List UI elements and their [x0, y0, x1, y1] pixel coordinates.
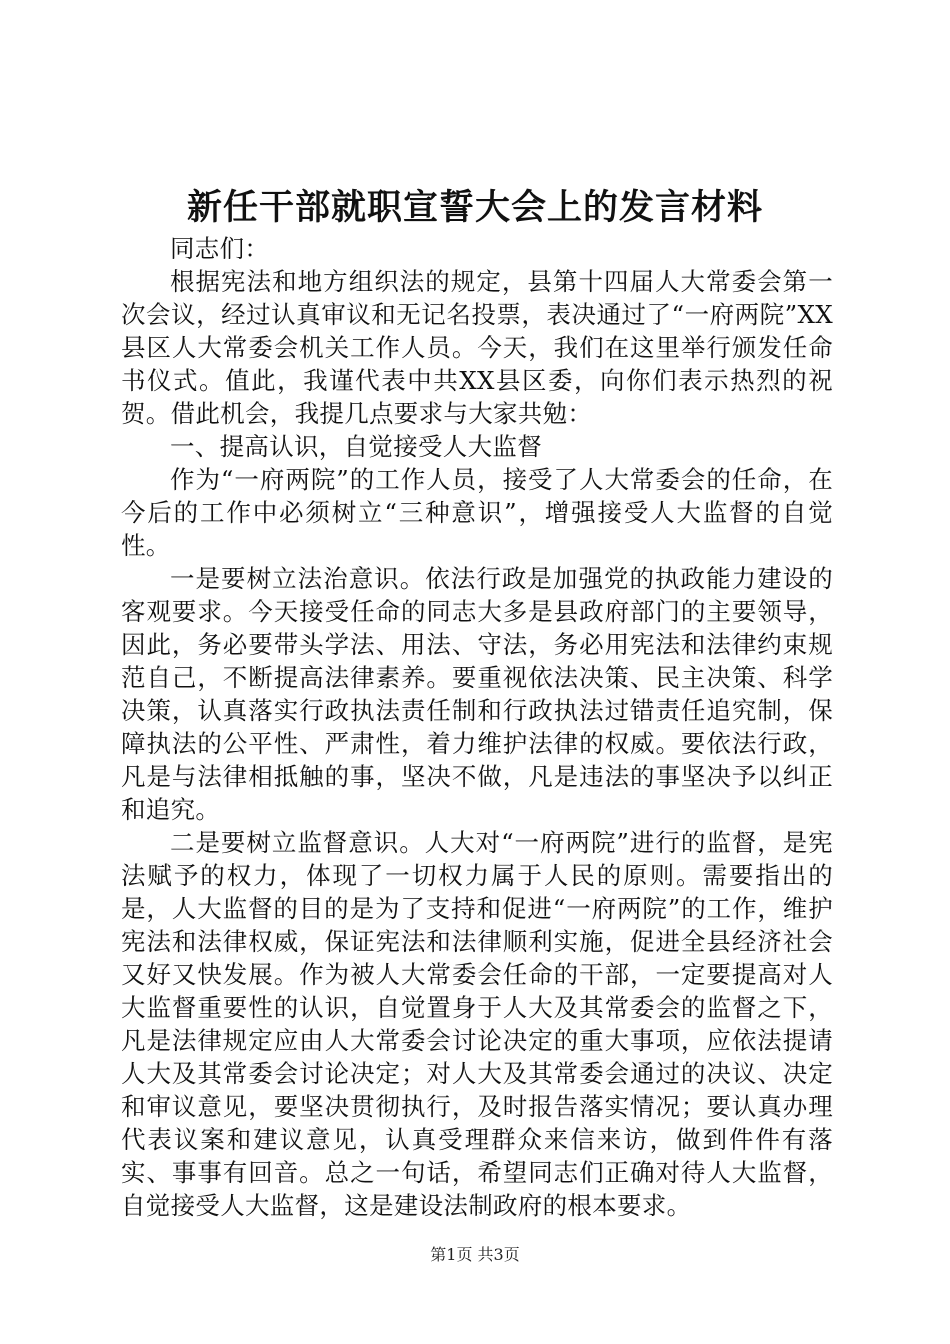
- paragraph-2: 一是要树立法治意识。依法行政是加强党的执政能力建设的客观要求。今天接受任命的同志大多是县政府部门的主要领导，因此，务必要带头学法、用法、守法，务必用宪法和法律约束规范自己，不断提高法律素养。要重视依法决策、民主决策、科学决策，认真落实行政执法责任制和行政执法过错责任追究制，保障执法的公平性、严肃性，着力维护法律的权威。要依法行政，凡是与法律相抵触的事，坚决不做，凡是违法的事坚决予以纠正和追究。: [121, 564, 833, 824]
- page-number-footer: 第1页 共3页: [430, 1245, 520, 1264]
- paragraph-1: 作为“一府两院”的工作人员，接受了人大常委会的任命，在今后的工作中必须树立“三种意识”，增强接受人大监督的自觉性。: [121, 465, 833, 560]
- section-heading-1: 一、提高认识，自觉接受人大监督: [170, 432, 542, 461]
- paragraph-intro: 根据宪法和地方组织法的规定，县第十四届人大常委会第一次会议，经过认真审议和无记名投票，表决通过了“一府两院”XX县区人大常委会机关工作人员。今天，我们在这里举行颁发任命书仪式。值此，我谨代表中共XX县区委，向你们表示热烈的祝贺。借此机会，我提几点要求与大家共勉：: [121, 267, 833, 428]
- document-title: 新任干部就职宣誓大会上的发言材料: [186, 187, 763, 228]
- paragraph-3: 二是要树立监督意识。人大对“一府两院”进行的监督，是宪法赋予的权力，体现了一切权力属于人民的原则。需要指出的是，人大监督的目的是为了支持和促进“一府两院”的工作，维护宪法和法律权威，保证宪法和法律顺利实施，促进全县经济社会又好又快发展。作为被人大常委会任命的干部，一定要提高对人大监督重要性的认识，自觉置身于人大及其常委会的监督之下，凡是法律规定应由人大常委会讨论决定的重大事项，应依法提请人大及其常委会讨论决定；对人大及其常委会通过的决议、决定和审议意见，要坚决贯彻执行，及时报告落实情况；要认真办理代表议案和建议意见，认真受理群众来信来访，做到件件有落实、事事有回音。总之一句话，希望同志们正确对待人大监督，自觉接受人大监督，这是建设法制政府的根本要求。: [121, 828, 833, 1220]
- salutation: 同志们：: [170, 234, 270, 263]
- document-body: [121, 232, 833, 1222]
